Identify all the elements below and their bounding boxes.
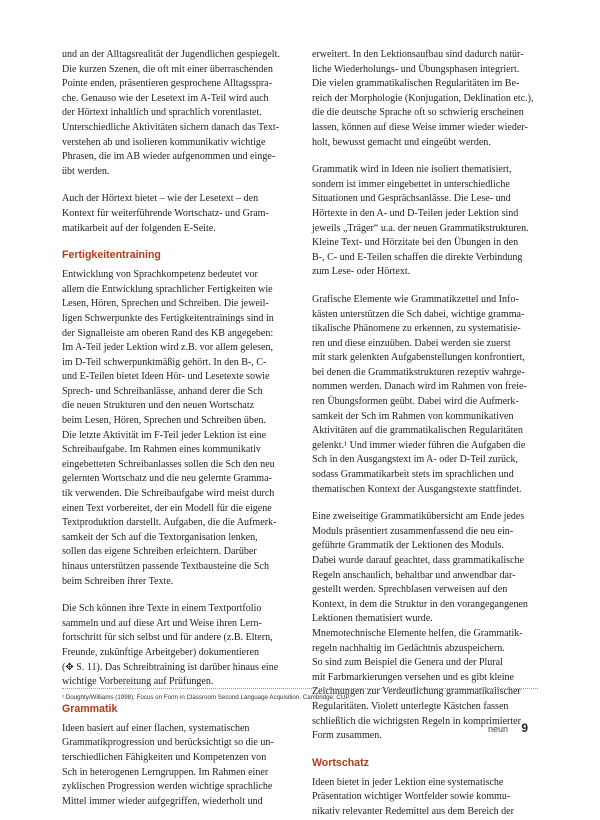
text-line: reich der Morphologie (Konjugation, Deklination etc.), <box>312 92 534 104</box>
text-line: Präsentation wichtiger Wortfelder sowie kommu- <box>312 791 511 803</box>
text-line: Form zusammen. <box>312 730 382 742</box>
text-line: sollen das eigene Schreiben erleichtern. Darüber <box>62 546 257 558</box>
text-line: zyklischen Progression werden wichtige sprachliche <box>62 781 273 793</box>
right-column <box>312 48 542 820</box>
text-line: samkeit der Sch auf die Textorganisation lenken, <box>62 531 258 543</box>
text-line: wichtige Vorbereitung auf Prüfungen. <box>62 676 214 688</box>
section-heading-wortschatz: Wortschatz <box>312 756 369 769</box>
paragraph <box>62 268 292 589</box>
text-line: thematischen Kontext der Ausgangstexte stattfindet. <box>312 483 522 495</box>
text-line: Ideen bietet in jeder Lektion eine systematische <box>312 776 504 788</box>
text-line: So sind zum Beispiel die Genera und der Plural <box>312 657 503 669</box>
text-line: Eine zweiseitige Grammatikübersicht am Ende jedes <box>312 511 525 523</box>
section-heading-fertigkeitentraining: Fertigkeitentraining <box>62 249 161 262</box>
text-line: regeln nachhaltig im Gedächtnis abzuspeichern. <box>312 642 505 654</box>
page-number-word: neun <box>487 724 508 734</box>
text-line: Textproduktion darstellt. Aufgaben, die die Aufmerk- <box>62 517 277 529</box>
text-line: Die kurzen Szenen, die oft mit einer überraschenden <box>62 63 273 75</box>
text-line: Grammatikprogression und berücksichtigt so die un- <box>62 737 274 749</box>
text-line: fortschritt für sich selbst und für andere (z.B. Eltern, <box>62 632 273 644</box>
page-number: 9 <box>521 721 528 735</box>
text-line: Dabei wurde darauf geachtet, dass grammatikalische <box>312 555 525 566</box>
text-line: jeweils „Träger“ u.a. der neuen Grammatikstrukturen. <box>312 222 529 234</box>
text-line: lassen, können auf diese Weise immer wieder wieder- <box>312 121 528 133</box>
text-line: tik verwenden. Die Schreibaufgabe wird meist durch <box>62 488 275 500</box>
text-line: verstehen ab und isolieren kommunikativ wichtige <box>62 136 266 148</box>
text-line: nommen werden. Danach wird im Rahmen von freie- <box>312 381 527 393</box>
text-line: ren Übungsformen geübt. Dabei wird die Aufmerk- <box>312 396 519 408</box>
paragraph <box>312 510 542 744</box>
section-heading-grammatik: Grammatik <box>62 702 118 715</box>
text-line: Regeln anschaulich, behaltbar und anwendbar dar- <box>312 569 516 581</box>
text-line: Sch in den Ausgangstext im A- oder D-Teil zurück, <box>312 454 519 466</box>
text-line: liche Wiederholungs- und Übungsphasen integriert. <box>312 63 520 75</box>
text-line: im D-Teil schwerpunktmäßig gehört. In den B-, C- <box>62 356 267 368</box>
text-line: mit Farbmarkierungen versehen und es gibt kleine <box>312 671 514 683</box>
text-line: Hörtexte in den A- und D-Teilen jeder Lektion sind <box>312 207 519 219</box>
text-line: Die vielen grammatikalischen Regularitäten im Be- <box>312 78 520 90</box>
text-line: sodass Grammatikarbeit stets im sprachlichen und <box>312 469 514 481</box>
paragraph <box>312 293 542 497</box>
text-line: allem die Entwicklung sprachlicher Fertigkeiten wie <box>62 283 273 295</box>
text-line: zum Lese- oder Hörtext. <box>312 266 411 278</box>
text-line: sondern ist immer eingebettet in unterschiedliche <box>312 178 510 190</box>
text-line: nikativ relevanter Redemittel aus dem Bereich der <box>312 805 514 817</box>
text-line: und an der Alltagsrealität der Jugendlichen gespiegelt. <box>62 49 280 60</box>
text-line: die neuen Strukturen und den neuen Wortschatz <box>62 400 255 412</box>
text-line: Pointe enden, präsentieren gesprochene Alltagsspra- <box>62 78 273 90</box>
text-line: matikarbeit auf der folgenden E-Seite. <box>62 222 216 234</box>
text-line: Die Sch können ihre Texte in einem Textportfolio <box>62 603 262 615</box>
text-line: gestellt werden. Sprechblasen verweisen auf den <box>312 584 508 596</box>
text-line: Situationen und Gesprächsanlässe. Die Lese- und <box>312 193 511 205</box>
text-line: hinaus unterstützen passende Textbausteine die Sch <box>62 561 269 572</box>
text-line: Entwicklung von Sprachkompetenz bedeutet vor <box>62 269 258 281</box>
text-line: geführte Grammatik der Lektionen des Moduls. <box>312 540 504 552</box>
text-line: Zeichnungen zur Verdeutlichung grammatikalischer <box>312 686 521 698</box>
text-line: Grafische Elemente wie Grammatikzettel und Info- <box>312 293 519 305</box>
text-line: übt werden. <box>62 165 110 177</box>
text-line: schließlich die wichtigsten Regeln in komprimierter <box>312 715 521 727</box>
text-line: der Signalleiste am oberen Rand des KB angegeben: <box>62 327 274 339</box>
text-line: holt, bewusst gemacht und eingeübt werden. <box>312 136 491 148</box>
text-line: Unterschiedliche Aktivitäten sichern danach das Text- <box>62 121 279 133</box>
text-line: beim Schreiben ihrer Texte. <box>62 575 174 587</box>
text-line: einen Text vorbereitet, der ein Modell für die eigene <box>62 502 272 514</box>
text-line: Auch der Hörtext bietet – wie der Lesetext – den <box>62 193 259 205</box>
text-line: Die letzte Aktivität im F-Teil jeder Lektion ist eine <box>62 429 267 441</box>
text-line: Freunde, zukünftige Arbeitgeber) dokumentieren <box>62 646 259 658</box>
text-line: Lesen, Hören, Sprechen und Schreiben. Die jeweil- <box>62 298 269 310</box>
paragraph <box>312 776 542 820</box>
text-line: B-, C- und E-Teilen schaffen die direkte Verbindung <box>312 251 523 263</box>
footnote-divider <box>62 688 538 689</box>
text-line: Regularitäten. Violett unterlegte Kästchen fassen <box>312 700 509 712</box>
paragraph <box>312 163 542 280</box>
text-line: Aktivitäten auf die grammatikalischen Regularitäten <box>312 425 523 437</box>
text-line: Ideen basiert auf einer flachen, systematischen <box>62 722 250 734</box>
text-line: (✥ S. 11). Das Schreibtraining ist darüber hinaus eine <box>62 661 279 673</box>
text-line: der Hörtext inhaltlich und sprachlich vorentlastet. <box>62 107 262 119</box>
text-line: gelernten Wortschatz und die neu gelernte Gramma- <box>62 473 272 485</box>
text-line: Phrasen, die im AB wieder aufgenommen und einge- <box>62 151 276 163</box>
text-line: Kontext, in dem die Struktur in den vorangegangenen <box>312 598 528 610</box>
paragraph <box>62 48 292 179</box>
text-line: ligen Schwerpunkte des Fertigkeitentrainings sind in <box>62 312 274 324</box>
text-line: Schreibaufgabe. Im Rahmen eines kommunikativ <box>62 444 261 456</box>
text-line: Mnemotechnische Elemente helfen, die Grammatik- <box>312 627 523 639</box>
text-line: beim Lesen, Hören, Sprechen und Schreiben üben. <box>62 415 266 427</box>
text-line: erweitert. In den Lektionsaufbau sind dadurch natür- <box>312 49 524 60</box>
text-line: Kontext für weiterführende Wortschatz- und Gram- <box>62 207 269 219</box>
text-line: tikalische Phänomene zu erkennen, zu systematisie- <box>312 323 521 335</box>
text-line: gelenkt.¹ Und immer wieder führen die Aufgaben die <box>312 439 526 451</box>
text-line: kästen unterstützen die Sch dabei, wichtige gramma- <box>312 308 525 320</box>
paragraph <box>62 192 292 236</box>
paragraph <box>62 602 292 690</box>
text-line: Mittel immer wieder aufgegriffen, wiederholt und <box>62 795 263 807</box>
text-line: Kleine Text- und Hörzitate bei den Übungen in den <box>312 237 519 249</box>
text-line: und E-Teilen bietet Ideen Hör- und Lesetexte sowie <box>62 371 270 383</box>
text-line: die die deutsche Sprache oft so schwierig erscheinen <box>312 107 524 119</box>
text-line: terschiedlichen Fähigkeiten und Kompetenzen von <box>62 751 267 763</box>
paragraph <box>312 48 542 150</box>
text-line: eingebetteten Schreibanlasses sollen die Sch den neu <box>62 458 275 470</box>
text-line: Sch in heterogenen Lerngruppen. Im Rahmen einer <box>62 766 269 778</box>
text-line: che. Genauso wie der Lesetext im A-Teil wird auch <box>62 92 269 104</box>
text-line: ren und diese einzuüben. Dabei werden sie zuerst <box>312 337 511 349</box>
text-line: bei denen die Grammatikstrukturen rezeptiv wahrge- <box>312 366 525 378</box>
text-line: samkeit der Sch im Rahmen von kommunikativen <box>312 410 514 422</box>
text-line: Im A-Teil jeder Lektion wird z.B. vor allem gelesen, <box>62 342 274 354</box>
text-line: Lektionen thematisiert wurde. <box>312 613 433 625</box>
footnote: ¹ Doughty/Williams (1998): Focus on Form in Classroom Second Language Acquisition. Cambridge: CUP. <box>62 694 351 701</box>
text-line: mit stark gelenkten Aufgabenstellungen konfrontiert, <box>312 352 525 364</box>
text-line: Grammatik wird in Ideen nie isoliert thematisiert, <box>312 164 512 176</box>
text-line: Sprech- und Schreibanlässe, anhand derer die Sch <box>62 385 263 397</box>
paragraph <box>62 722 292 810</box>
text-line: Moduls präsentiert zusammenfassend die neu ein- <box>312 525 514 537</box>
text-line: sammeln und auf diese Art und Weise ihren Lern- <box>62 617 262 629</box>
